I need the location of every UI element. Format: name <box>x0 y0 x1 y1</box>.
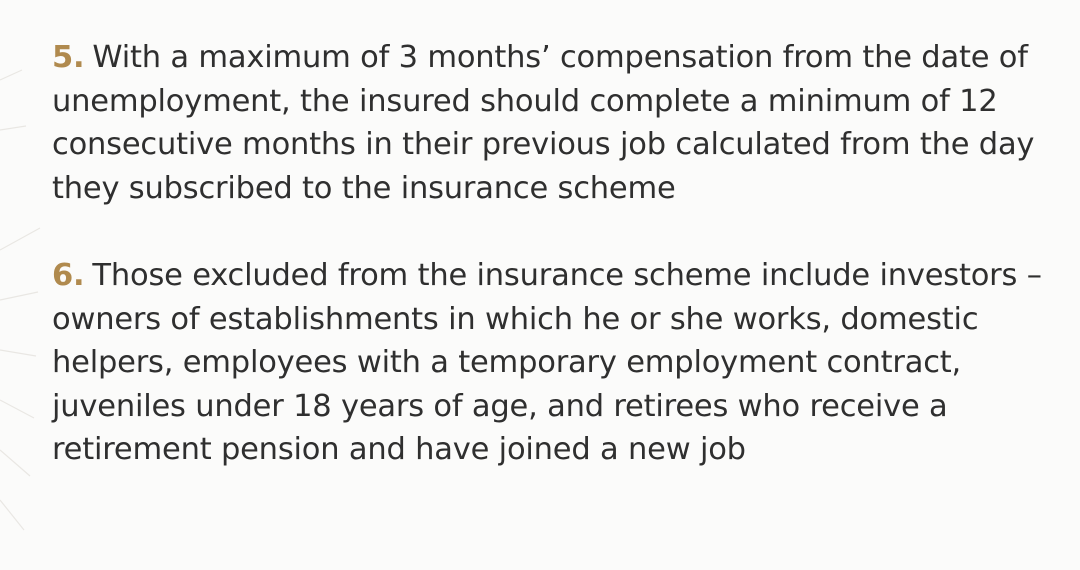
list-item-5 <box>52 36 1052 210</box>
item-number: 5. <box>52 40 85 75</box>
item-number: 6. <box>52 258 85 293</box>
list-item-6 <box>52 254 1052 472</box>
item-text: Those excluded from the insurance scheme include investors – owners of establishments in which he or she works, domestic helpers, employees with a temporary employment contract, juveniles under 18 years of age, and retirees who receive a retirement pension and have joined a new job <box>52 258 1042 467</box>
numbered-list <box>52 36 1052 472</box>
item-text: With a maximum of 3 months’ compensation from the date of unemployment, the insured should complete a minimum of 12 consecutive months in their previous job calculated from the day they subscribed to the insurance scheme <box>52 40 1035 206</box>
